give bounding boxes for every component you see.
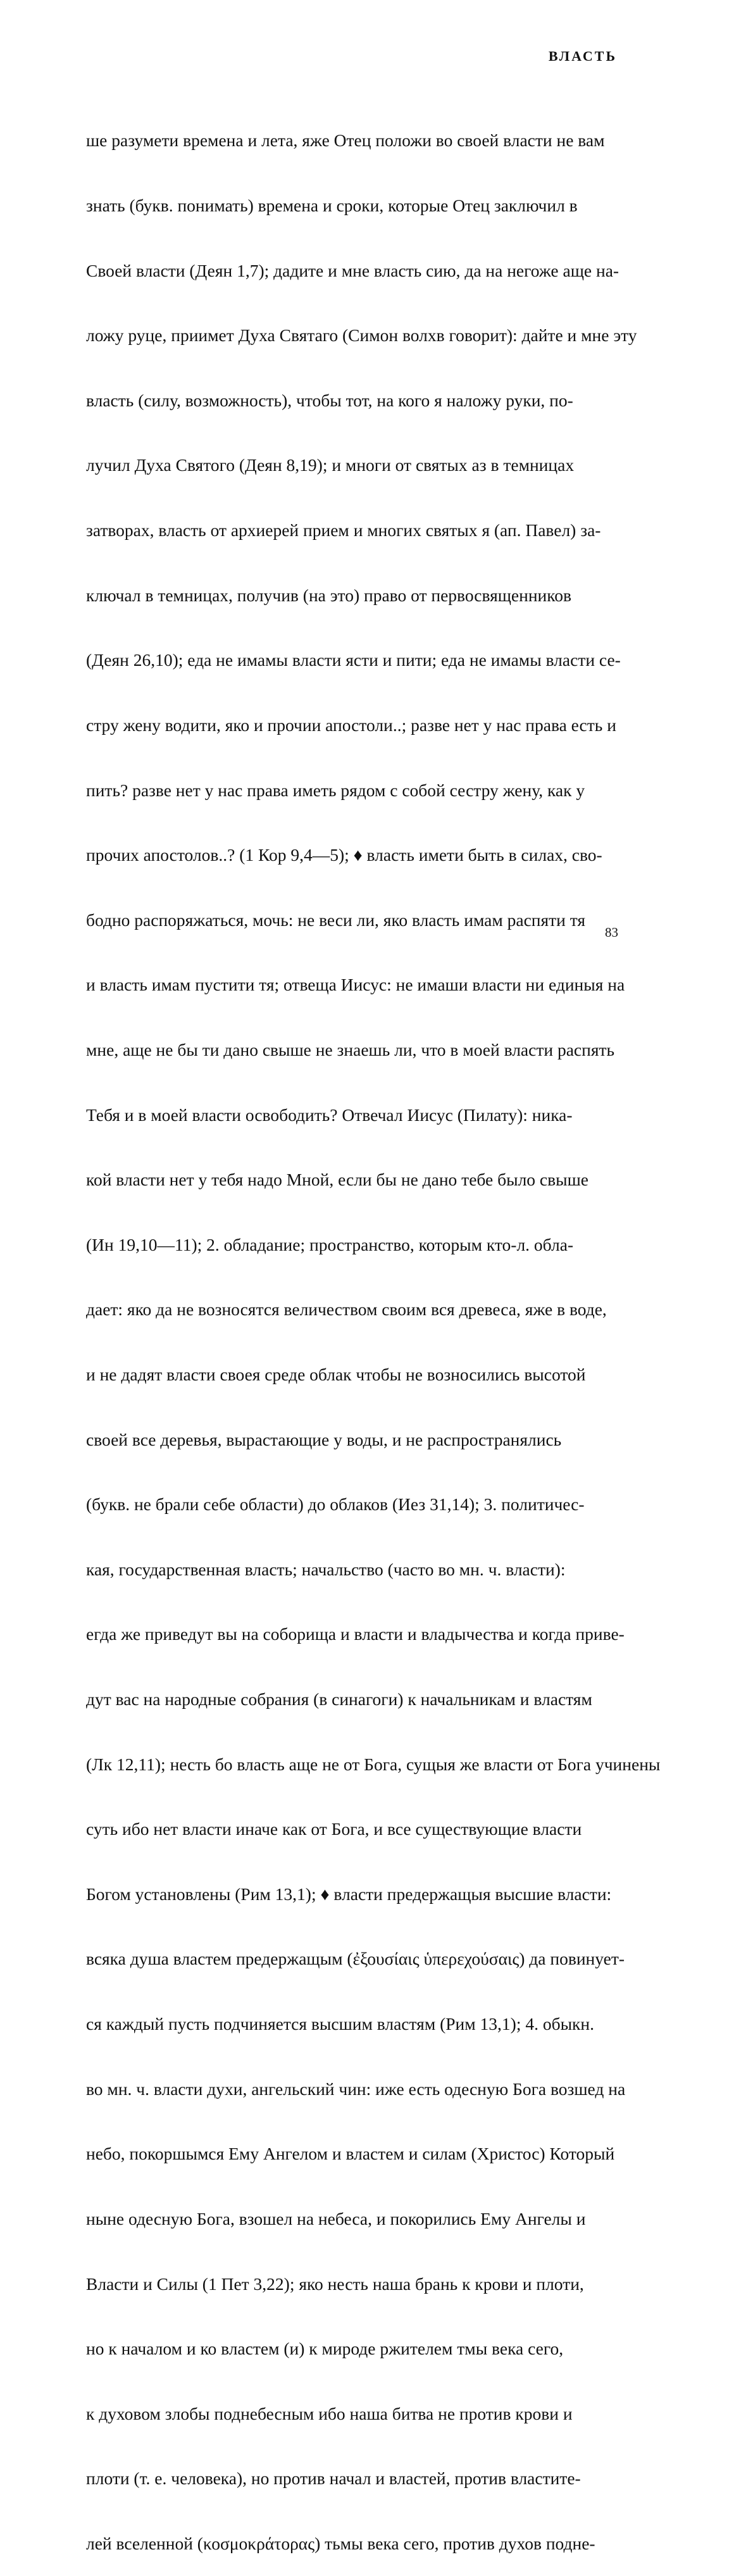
text-line: суть ибо нет власти иначе как от Бога, и все существующие власти bbox=[86, 1819, 582, 1839]
text-line: и власть имам пустити тя; отвеща Иисус: не имаши власти ни единыя на bbox=[86, 975, 625, 995]
text-line: затворах, власть от архиерей прием и многих святых я (ап. Павел) за- bbox=[86, 520, 601, 541]
text-line: ключал в темницах, получив (на это) право от первосвященников bbox=[86, 585, 571, 605]
text-line: лучил Духа Святого (Деян 8,19); и многи от святых аз в темницах bbox=[86, 455, 575, 475]
text-line: лей вселенной (κοσμοκράτορας) тьмы века сего, против духов подне- bbox=[86, 2533, 595, 2553]
text-line: плоти (т. е. человека), но против начал и властей, против властите- bbox=[86, 2468, 581, 2489]
text-line: власть (силу, возможность), чтобы тот, на кого я наложу руки, по- bbox=[86, 390, 573, 410]
text-line: ше разумети времена и лета, яже Отец положи во своей власти не вам bbox=[86, 130, 605, 151]
text-line: дает: яко да не возносятся величеством своим вся древеса, яже в воде, bbox=[86, 1299, 607, 1320]
text-line: своей все деревья, вырастающие у воды, и не распространялись bbox=[86, 1429, 562, 1449]
text-line: Своей власти (Деян 1,7); дадите и мне власть сию, да на негоже аще на- bbox=[86, 260, 619, 280]
text-line: (Ин 19,10—11); 2. обладание; пространство, которым кто-л. обла- bbox=[86, 1234, 574, 1254]
text-line: прочих апостолов..? (1 Кор 9,4—5); ♦ власть имети быть в силах, сво- bbox=[86, 845, 602, 865]
text-line: бодно распоряжаться, мочь: не веси ли, яко власть имам распяти тя bbox=[86, 910, 586, 930]
text-line: и не дадят власти своея среде облак чтобы не возносились высотой bbox=[86, 1364, 586, 1384]
text-line: егда же приведут вы на соборища и власти и владычества и когда приве- bbox=[86, 1624, 625, 1644]
text-line: Тебя и в моей власти освободить? Отвечал Иисус (Пилату): ника- bbox=[86, 1104, 573, 1125]
text-line: (Деян 26,10); еда не имамы власти ясти и пити; еда не имамы власти се- bbox=[86, 650, 621, 670]
text-line: (букв. не брали себе области) до облаков (Иез 31,14); 3. политичес- bbox=[86, 1494, 585, 1515]
text-line: дут вас на народные собрания (в синагоги) к начальникам и властям bbox=[86, 1689, 592, 1710]
text-line: кая, государственная власть; начальство (часто во мн. ч. власти): bbox=[86, 1559, 566, 1579]
text-line: небо, покоршымся Ему Ангелом и властем и силам (Христос) Который bbox=[86, 2144, 615, 2164]
text-line: стру жену водити, яко и прочии апостоли..; разве нет у нас права есть и bbox=[86, 715, 616, 735]
text-line: ся каждый пусть подчиняется высшим властям (Рим 13,1); 4. обыкн. bbox=[86, 2014, 595, 2034]
text-line: пить? разве нет у нас права иметь рядом с собой сестру жену, как у bbox=[86, 780, 585, 800]
page-number: 83 bbox=[605, 925, 618, 940]
text-line: во мн. ч. власти духи, ангельский чин: иже есть одесную Бога возшед на bbox=[86, 2079, 626, 2099]
text-line: Богом установлены (Рим 13,1); ♦ власти предержащыя высшие власти: bbox=[86, 1884, 612, 1904]
text-line: но к началом и ко властем (и) к мироде ржителем тмы века сего, bbox=[86, 2339, 564, 2359]
text-line: Власти и Силы (1 Пет 3,22); яко несть наша брань к крови и плоти, bbox=[86, 2273, 584, 2294]
text-line: мне, аще не бы ти дано свыше не знаешь ли, что в моей власти распять bbox=[86, 1039, 615, 1060]
text-line: ложу руце, приимет Духа Святаго (Симон волхв говорит): дайте и мне эту bbox=[86, 325, 637, 346]
dictionary-entry-text bbox=[86, 87, 661, 2576]
running-head: ВЛАСТЬ bbox=[548, 48, 617, 64]
text-line: знать (букв. понимать) времена и сроки, которые Отец заключил в bbox=[86, 196, 578, 216]
text-line: всяка душа властем предержащым (ἐξουσίαις ὑπερεχούσαις) да повинует- bbox=[86, 1949, 625, 1969]
text-line: к духовом злобы поднебесным ибо наша битва не против крови и bbox=[86, 2403, 573, 2423]
text-line: ныне одесную Бога, взошел на небеса, и покорились Ему Ангелы и bbox=[86, 2208, 586, 2229]
text-line: кой власти нет у тебя надо Мной, если бы не дано тебе было свыше bbox=[86, 1170, 588, 1190]
text-line: (Лк 12,11); несть бо власть аще не от Бога, сущыя же власти от Бога учинены bbox=[86, 1754, 661, 1774]
